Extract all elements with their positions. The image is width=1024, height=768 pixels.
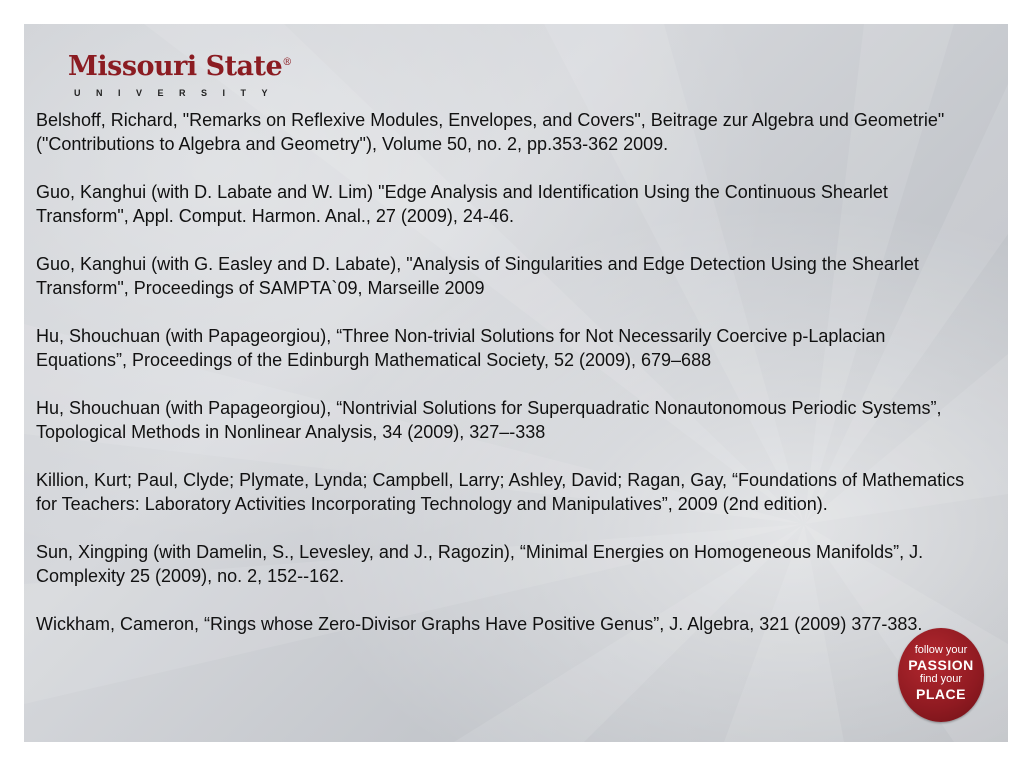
badge-line-place: PLACE <box>916 686 966 702</box>
reference-item: Belshoff, Richard, "Remarks on Reflexive Modules, Envelopes, and Covers", Beitrage zur Algebra und Geometrie" ("Contributions to Algebra and Geometry"), Volume 50, no. 2, pp.353-362 2009. <box>36 110 945 154</box>
logo-subtitle: UNIVERSITY <box>74 88 284 98</box>
slide <box>24 24 1008 742</box>
badge-line-follow: follow your <box>914 644 968 656</box>
reference-item: Hu, Shouchuan (with Papageorgiou), “Nontrivial Solutions for Superquadratic Nonautonomous Periodic Systems”, Topological Methods in Nonlinear Analysis, 34 (2009), 327–-338 <box>36 398 942 442</box>
reference-item: Hu, Shouchuan (with Papageorgiou), “Three Non-trivial Solutions for Not Necessarily Coercive p-Laplacian Equations”, Proceedings of the Edinburgh Mathematical Society, 52 (2009), 679–688 <box>36 326 886 370</box>
reference-item: Guo, Kanghui (with D. Labate and W. Lim) "Edge Analysis and Identification Using the Continuous Shearlet Transform", Appl. Comput. Harmon. Anal., 27 (2009), 24-46. <box>36 182 888 226</box>
reference-list <box>36 108 966 660</box>
reference-item: Killion, Kurt; Paul, Clyde; Plymate, Lynda; Campbell, Larry; Ashley, David; Ragan, Gay, “Foundations of Mathematics for Teachers: Laboratory Activities Incorporating Technology and Manipulatives”, 2009 (2nd edition). <box>36 470 965 514</box>
logo-trademark: ® <box>282 57 292 68</box>
logo-wordmark <box>68 48 292 82</box>
badge-line-passion: PASSION <box>908 657 974 673</box>
passion-place-badge <box>898 628 986 724</box>
reference-item: Wickham, Cameron, “Rings whose Zero-Divisor Graphs Have Positive Genus”, J. Algebra, 321 (2009) 377-383. <box>36 614 923 634</box>
logo-wordmark-text: Missouri State <box>68 51 283 82</box>
reference-item: Sun, Xingping (with Damelin, S., Levesley, and J., Ragozin), “Minimal Energies on Homogeneous Manifolds”, J. Complexity 25 (2009), no. 2, 152--162. <box>36 542 924 586</box>
badge-text <box>898 644 984 702</box>
reference-item: Guo, Kanghui (with G. Easley and D. Labate), "Analysis of Singularities and Edge Detection Using the Shearlet Transform", Proceedings of SAMPTA`09, Marseille 2009 <box>36 254 919 298</box>
badge-line-find: find your <box>919 673 963 685</box>
